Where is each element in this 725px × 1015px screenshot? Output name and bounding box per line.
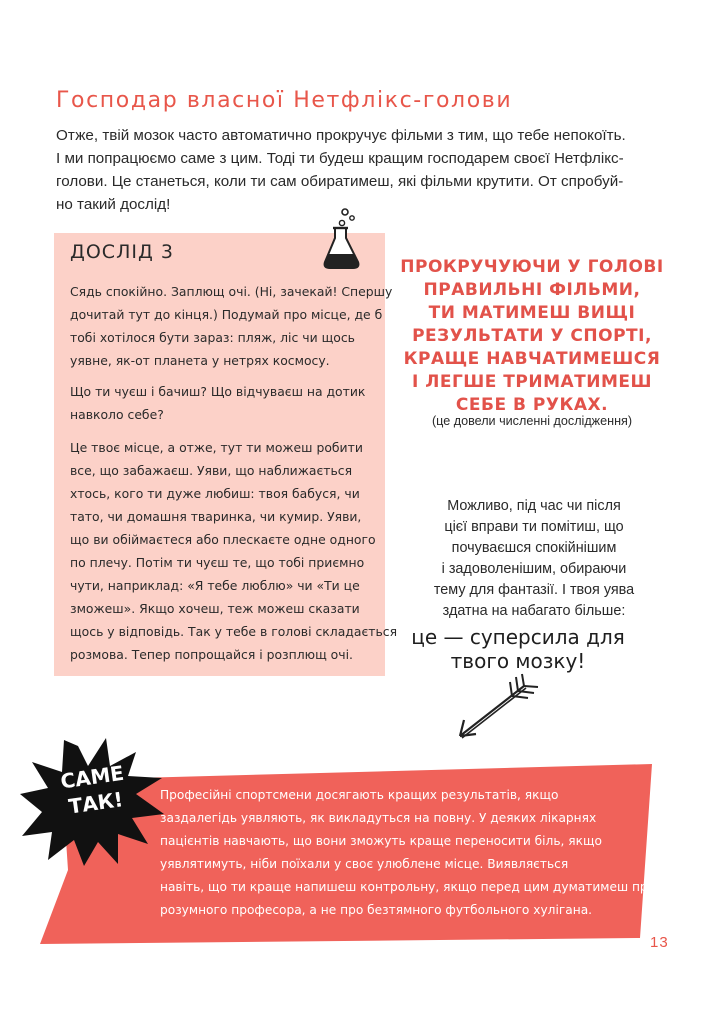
quote-line: РЕЗУЛЬТАТИ У СПОРТІ, — [412, 326, 652, 346]
experiment-line: чути, наприклад: «Я тебе люблю» чи «Ти це — [70, 578, 360, 593]
experiment-paragraph-1 — [70, 280, 393, 372]
banner-paragraph — [160, 784, 656, 922]
quote-line: ПРОКРУЧУЮЧИ У ГОЛОВІ — [400, 257, 664, 277]
experiment-line: тобі хотілося бути зараз: пляж, ліс чи щось — [70, 330, 355, 345]
intro-line: Отже, твій мозок часто автоматично прокручує фільми з тим, що тебе непокоїть. — [56, 127, 626, 144]
side-line: і задоволенішим, обираючи — [441, 561, 627, 577]
quote-line: ТИ МАТИМЕШ ВИЩІ — [428, 303, 636, 323]
experiment-line: розмова. Тепер попрощайся і розплющ очі. — [70, 647, 353, 662]
page-title: Господар власної Нетфлікс-голови — [56, 88, 513, 113]
intro-paragraph — [56, 124, 684, 216]
intro-line: І ми попрацюємо саме з цим. Тоді ти будеш кращим господарем своєї Нетфлікс- — [56, 150, 624, 167]
experiment-line: уявне, як-от планета у нетрях космосу. — [70, 353, 330, 368]
banner-line: Професійні спортсмени досягають кращих результатів, якщо — [160, 788, 559, 802]
badge-line: ТАК! — [67, 787, 125, 819]
experiment-line: тато, чи домашня тваринка, чи кумир. Уяви, — [70, 509, 362, 524]
side-line: здатна на набагато більше: — [442, 603, 626, 619]
quote-line: КРАЩЕ НАВЧАТИМЕШСЯ — [403, 349, 661, 369]
quote-line: ПРАВИЛЬНІ ФІЛЬМИ, — [423, 280, 641, 300]
highlight-quote — [400, 256, 664, 417]
side-line: тему для фантазії. І твоя уява — [433, 582, 635, 598]
experiment-line: Що ти чуєш і бачиш? Що відчуваєш на дотик — [70, 384, 366, 399]
experiment-line: навколо себе? — [70, 407, 164, 422]
side-emphasis — [400, 625, 636, 673]
experiment-paragraph-3 — [70, 436, 398, 666]
experiment-line: дочитай тут до кінця.) Подумай про місце, де б — [70, 307, 383, 322]
side-emphasis-line: це — суперсила для — [411, 625, 625, 649]
experiment-paragraph-2 — [70, 380, 375, 426]
experiment-line: Сядь спокійно. Заплющ очі. (Ні, зачекай! Спершу — [70, 284, 393, 299]
side-line: почуваєшся спокійнішим — [451, 540, 617, 556]
experiment-line: все, що забажаєш. Уяви, що наближається — [70, 463, 353, 478]
experiment-line: зможеш». Якщо хочеш, теж можеш сказати — [70, 601, 360, 616]
experiment-line: що ви обіймаєтеся або плескаєте одне одного — [70, 532, 376, 547]
intro-line: голови. Це станеться, коли ти сам обиратимеш, які фільми крутити. От спробуй- — [56, 173, 624, 190]
experiment-line: щось у відповідь. Так у тебе в голові складається — [70, 624, 398, 639]
banner-line: уявлятимуть, ніби поїхали у своє улюблене місце. Виявляється — [160, 857, 569, 871]
experiment-line: хтось, кого ти дуже любиш: твоя бабуся, чи — [70, 486, 360, 501]
side-line: Можливо, під час чи після — [447, 498, 621, 514]
side-line: цієї вправи ти помітиш, що — [444, 519, 624, 535]
page-number: 13 — [650, 934, 669, 951]
banner-line: навіть, що ти краще напишеш контрольну, якщо перед цим думатимеш про — [160, 880, 656, 894]
quote-line: І ЛЕГШЕ ТРИМАТИМЕШ — [411, 372, 653, 392]
banner-line: розумного професора, а не про безтямного футбольного хулігана. — [160, 903, 593, 917]
experiment-line: Це твоє місце, а отже, тут ти можеш робити — [70, 440, 363, 455]
banner-line: заздалегідь уявляють, як викладуться на повну. У деяких лікарнях — [160, 811, 597, 825]
quote-note: (це довели численні дослідження) — [431, 414, 633, 428]
arrow-icon — [452, 672, 544, 744]
side-emphasis-line: твого мозку! — [450, 649, 586, 673]
badge-line: САМЕ — [58, 760, 126, 794]
quote-line: СЕБЕ В РУКАХ. — [455, 395, 609, 415]
flask-icon — [318, 206, 368, 272]
intro-line: но такий дослід! — [56, 196, 171, 213]
experiment-line: по плечу. Потім ти чуєш те, що тобі приємно — [70, 555, 365, 570]
banner-line: пацієнтів навчають, що вони зможуть краще переносити біль, якщо — [160, 834, 602, 848]
side-paragraph — [400, 496, 668, 622]
experiment-title: ДОСЛІД 3 — [70, 241, 174, 263]
